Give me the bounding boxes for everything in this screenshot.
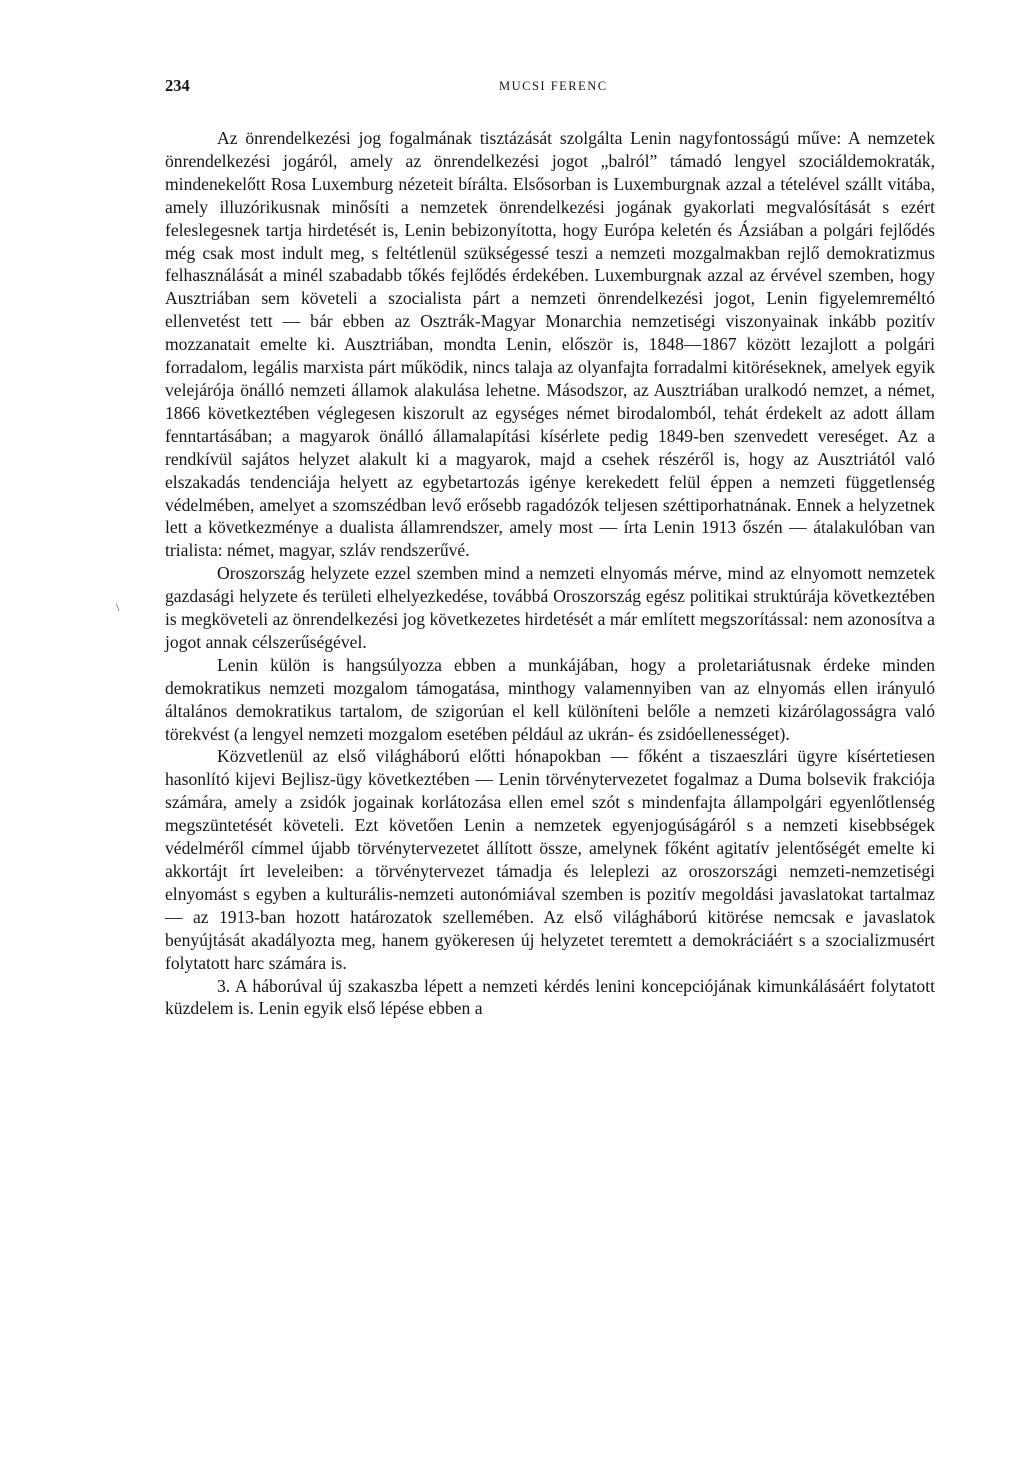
paragraph-1: Az önrendelkezési jog fogalmának tisztázását szolgálta Lenin nagyfontosságú műve: A nemzetek önrendelkezési jogáról, amely az önrendelkezési jogot „balról” támadó lengyel szociáldemokraták, mindenekelőtt Rosa Luxemburg nézeteit bírálta. Elsősorban is Luxemburgnak azzal a tételével szállt vitába, amely illuzórikusnak minősíti a nemzetek önrendelkezési jogának gyakorlati megvalósítását s ezért feleslegesnek tartja hirdetését is, Lenin bebizonyította, hogy Európa keletén és Ázsiában a polgári fejlődés még csak most indult meg, s feltétlenül szükségessé teszi a nemzeti mozgalmakban rejlő demokratizmus felhasználását a minél szabadabb tőkés fejlődés érdekében. Luxemburgnak azzal az érvével szemben, hogy Ausztriában sem követeli a szocialista párt a nemzeti önrendelkezési jogot, Lenin figyelemreméltó ellenvetést tett — bár ebben az Osztrák-Magyar Monarchia nemzetiségi viszonyainak inkább pozitív mozzanatait emelte ki. Ausztriában, mondta Lenin, először is, 1848—1867 között lezajlott a polgári forradalom, legális marxista párt működik, nincs talaja az olyanfajta forradalmi kitöréseknek, amelyek egyik velejárója önálló nemzeti államok alakulása lehetne. Másodszor, az Ausztriában uralkodó nemzet, a német, 1866 következtében véglegesen kiszorult az egységes német birodalomból, tehát érdekelt az adott állam fenntartásában; a magyarok önálló államalapítási kísérlete pedig 1849-ben szenvedett vereséget. Az a rendkívül sajátos helyzet alakult ki a magyarok, majd a csehek részéről is, hogy az Ausztriától való elszakadás tendenciája helyett az egybetartozás igénye kerekedett felül éppen a nemzeti függetlenség védelmében, amelyet a szomszédban levő erősebb ragadózók teljesen széttiporhatnának. Ennek a helyzetnek lett a következménye a dualista államrendszer, amely most — írta Lenin 1913 őszén — átalakulóban van trialista: német, magyar, szláv rendszerűvé. — [165, 128, 935, 561]
page-header — [165, 76, 935, 100]
page-number: 234 — [165, 76, 190, 95]
paragraph-3: Lenin külön is hangsúlyozza ebben a munkájában, hogy a proletariátusnak érdeke minden demokratikus nemzeti mozgalom támogatása, minthogy valamennyiben van az elnyomás ellen irányuló általános demokratikus tartalom, de szigorúan el kell különíteni belőle a nemzeti kizárólagosságra való törekvést (a lengyel nemzeti mozgalom esetében például az ukrán- és zsidóellenességet). — [165, 654, 935, 744]
body-text — [165, 127, 935, 1020]
paragraph-2: Oroszország helyzete ezzel szemben mind a nemzeti elnyomás mérve, mind az elnyomott nemzetek gazdasági helyzete és területi elhelyezkedése, továbbá Oroszország egész politikai struktúrája következtében is megköveteli az önrendelkezési jog következetes hirdetését a már említett megszorítással: nem azonosítva a jogot annak célszerűségével. — [165, 563, 935, 652]
margin-mark: \ — [116, 600, 120, 614]
paragraph-4: Közvetlenül az első világháború előtti hónapokban — főként a tiszaeszlári ügyre kísértetiesen hasonlító kijevi Bejlisz-ügy következtében — Lenin törvénytervezetet fogalmaz a Duma bolsevik frakciója számára, amely a zsidók jogainak korlátozása ellen emel szót s mindenfajta állampolgári egyenlőtlenség megszüntetését követeli. Ezt követően Lenin a nemzetek egyenjogúságáról s a nemzeti kisebbségek védelméről címmel újabb törvénytervezetet állított össze, amelynek főként agitatív jelentőségét emelte ki akkortájt írt leveleiben: a törvénytervezet támadja és leleplezi az oroszországi nemzeti-nemzetiségi elnyomást s egyben a kulturális-nemzeti autonómiával szemben is pozitív megoldási javaslatokat tartalmaz — az 1913-ban hozott határozatok szellemében. Az első világháború kitörése nemcsak e javaslatok benyújtását akadályozta meg, hanem gyökeresen új helyzetet teremtett a demokráciáért s a szocializmusért folytatott harc számára is. — [165, 746, 935, 973]
running-head: MUCSI FERENC — [499, 79, 608, 93]
paragraph-5: 3. A háborúval új szakaszba lépett a nemzeti kérdés lenini koncepciójának kimunkálásáért folytatott küzdelem is. Lenin egyik első lépése ebben a — [165, 975, 935, 1019]
